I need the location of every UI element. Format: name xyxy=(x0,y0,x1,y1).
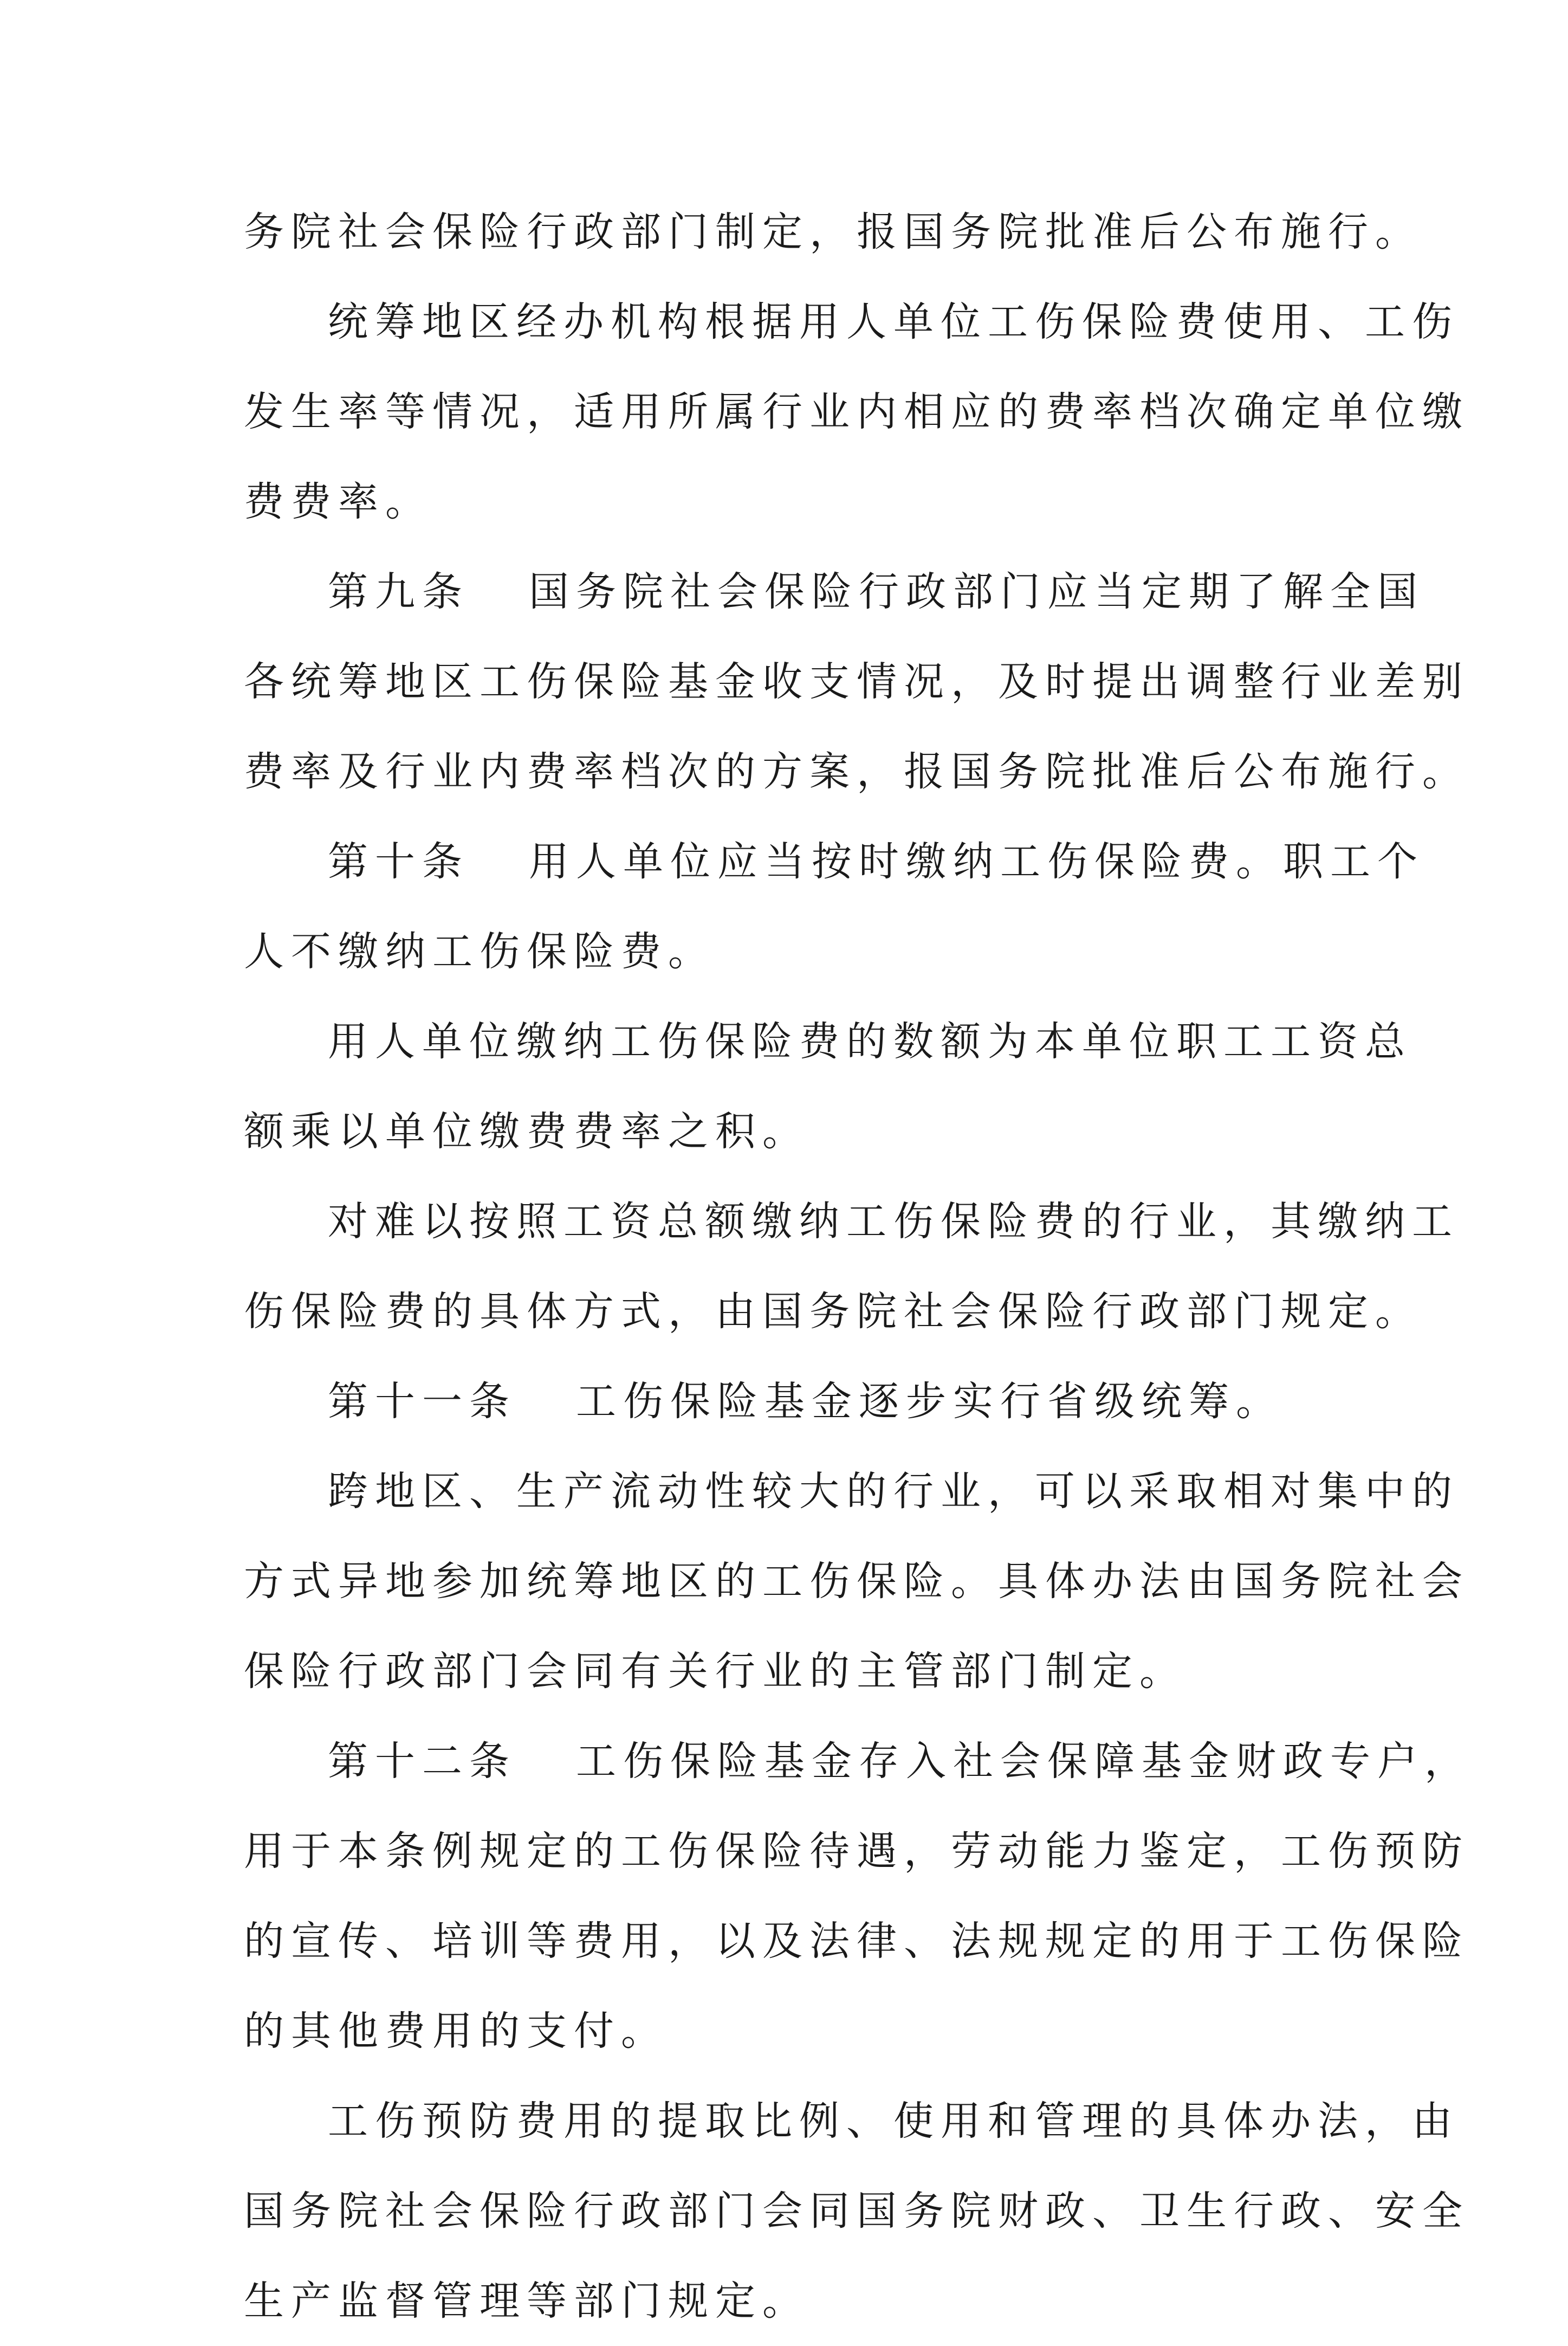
text-line: 伤保险费的具体方式，由国务院社会保险行政部门规定。 xyxy=(244,1288,1422,1335)
article-text: 用人单位应当按时缴纳工伤保险费。职工个 xyxy=(529,838,1424,885)
text-line: 工伤预防费用的提取比例、使用和管理的具体办法，由 xyxy=(328,2098,1459,2144)
text-line: 保险行政部门会同有关行业的主管部门制定。 xyxy=(244,1648,1187,1695)
article-number: 第十二条 xyxy=(328,1738,516,1785)
text-line: 国务院社会保险行政部门会同国务院财政、卫生行政、安全 xyxy=(244,2188,1469,2234)
text-line: 方式异地参加统筹地区的工伤保险。具体办法由国务院社会 xyxy=(244,1558,1469,1605)
article-text: 工伤保险基金逐步实行省级统筹。 xyxy=(576,1378,1283,1425)
article-heading-line xyxy=(244,1716,1472,1806)
article-heading-line xyxy=(244,1356,1338,1446)
text-line: 统筹地区经办机构根据用人单位工伤保险费使用、工伤 xyxy=(328,299,1459,345)
text-line: 人不缴纳工伤保险费。 xyxy=(244,928,715,975)
article-text: 工伤保险基金存入社会保障基金财政专户， xyxy=(576,1738,1472,1785)
text-line: 跨地区、生产流动性较大的行业，可以采取相对集中的 xyxy=(328,1468,1459,1515)
text-line: 各统筹地区工伤保险基金收支情况，及时提出调整行业差别 xyxy=(244,658,1469,705)
text-line: 用人单位缴纳工伤保险费的数额为本单位职工工资总 xyxy=(328,1018,1412,1065)
text-line: 费率及行业内费率档次的方案，报国务院批准后公布施行。 xyxy=(244,748,1469,795)
text-line: 生产监督管理等部门规定。 xyxy=(244,2278,809,2324)
article-number: 第十一条 xyxy=(328,1378,516,1425)
text-line: 用于本条例规定的工伤保险待遇，劳动能力鉴定，工伤预防 xyxy=(244,1828,1469,1875)
text-line: 发生率等情况，适用所属行业内相应的费率档次确定单位缴 xyxy=(244,389,1469,435)
text-line: 对难以按照工资总额缴纳工伤保险费的行业，其缴纳工 xyxy=(328,1198,1459,1245)
article-heading-line xyxy=(244,547,1424,637)
article-number: 第十条 xyxy=(328,838,469,885)
document-body xyxy=(244,187,1472,2346)
text-line: 的宣传、培训等费用，以及法律、法规规定的用于工伤保险 xyxy=(244,1918,1469,1964)
text-line: 额乘以单位缴费费率之积。 xyxy=(244,1108,809,1155)
article-heading-line xyxy=(244,817,1424,907)
text-line: 务院社会保险行政部门制定，报国务院批准后公布施行。 xyxy=(244,209,1422,255)
text-line: 的其他费用的支付。 xyxy=(244,2008,668,2054)
text-line: 费费率。 xyxy=(244,479,432,525)
article-text: 国务院社会保险行政部门应当定期了解全国 xyxy=(529,568,1424,615)
article-number: 第九条 xyxy=(328,568,469,615)
